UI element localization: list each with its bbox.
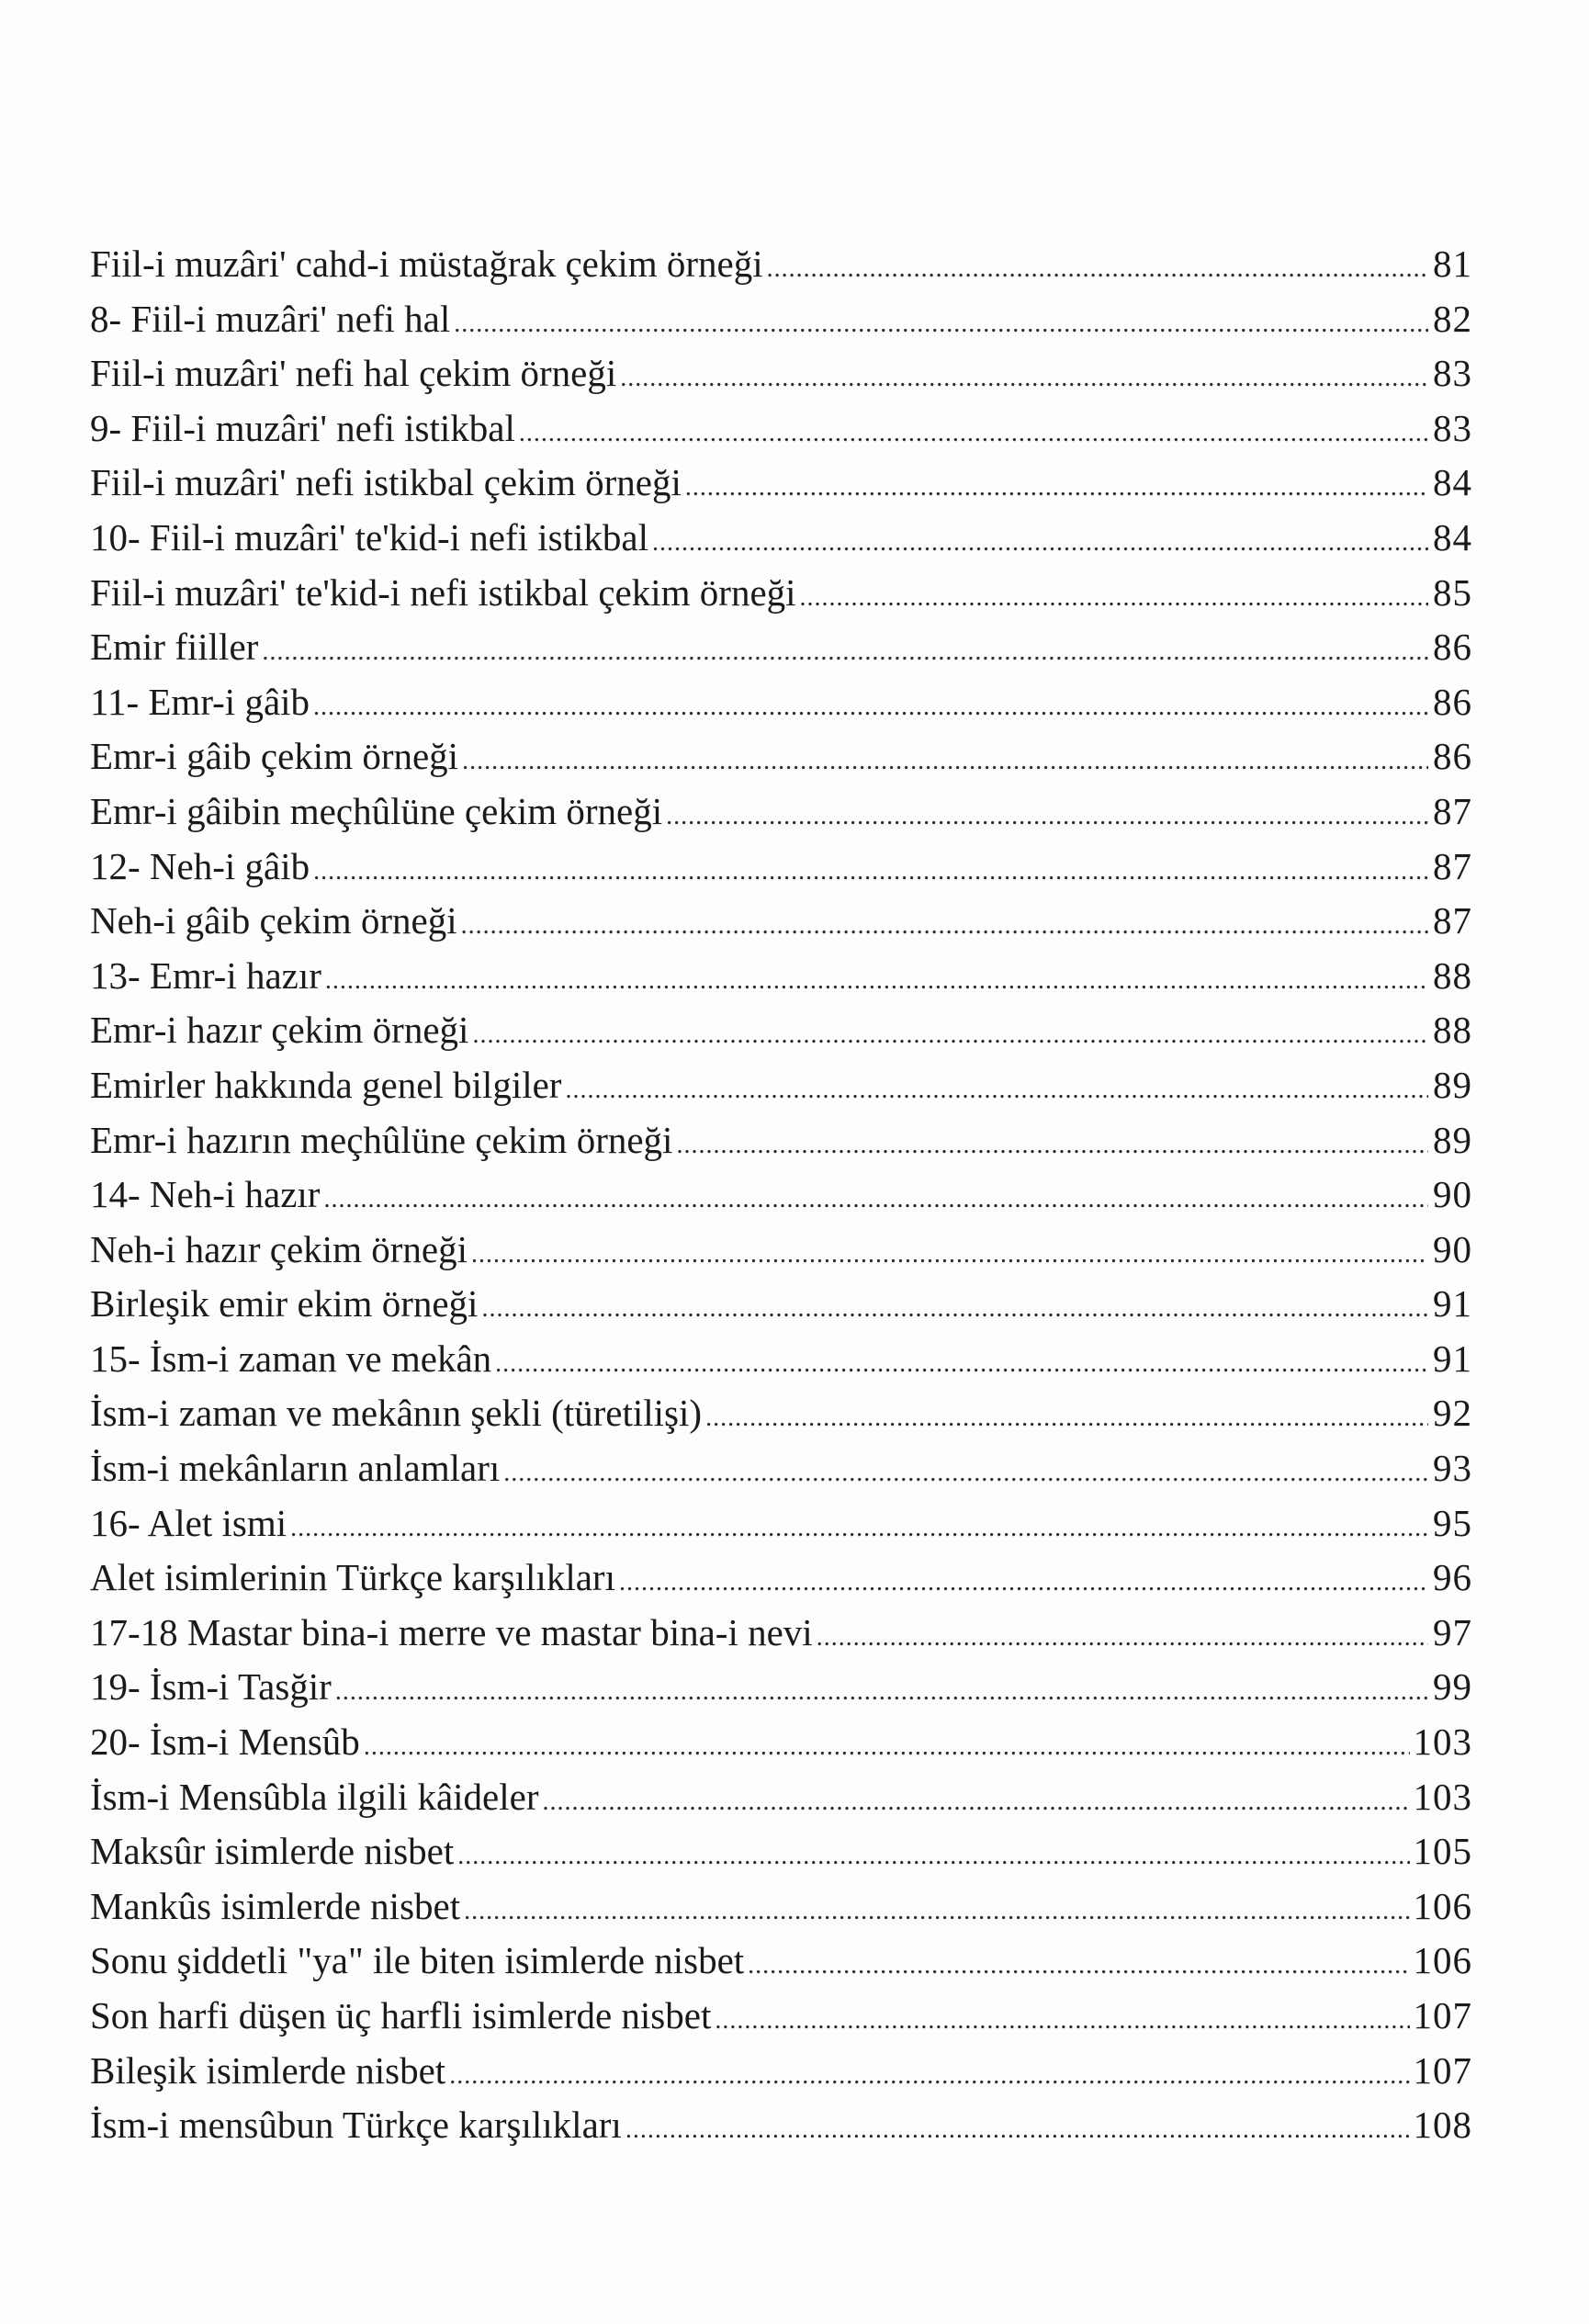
dot-leader bbox=[495, 1337, 1428, 1392]
dot-leader bbox=[685, 460, 1428, 515]
toc-entry-page-number: 91 bbox=[1433, 1337, 1472, 1380]
toc-entry-title: İsm-i zaman ve mekânın şekli (türetilişi) bbox=[90, 1392, 703, 1435]
toc-entry-page-number: 106 bbox=[1413, 1939, 1472, 1982]
table-of-contents bbox=[90, 237, 1472, 2153]
toc-entry-title: Fiil-i muzâri' nefi istikbal çekim örneği bbox=[90, 461, 682, 504]
toc-entry-title: Emr-i gâibin meçhûlüne çekim örneği bbox=[90, 789, 663, 832]
toc-entry-title: Mankûs isimlerde nisbet bbox=[90, 1884, 461, 1927]
dot-leader bbox=[620, 351, 1428, 406]
toc-entry bbox=[90, 456, 1472, 511]
dot-leader bbox=[503, 1446, 1428, 1501]
toc-entry bbox=[90, 1824, 1472, 1879]
toc-entry-page-number: 96 bbox=[1433, 1556, 1472, 1599]
toc-entry-page-number: 108 bbox=[1413, 2104, 1472, 2147]
dot-leader bbox=[767, 242, 1428, 297]
toc-entry-title: 8- Fiil-i muzâri' nefi hal bbox=[90, 297, 451, 340]
toc-entry-page-number: 93 bbox=[1433, 1447, 1472, 1490]
toc-entry bbox=[90, 894, 1472, 949]
toc-entry bbox=[90, 620, 1472, 675]
toc-entry-title: Alet isimlerinin Türkçe karşılıkları bbox=[90, 1556, 615, 1599]
toc-entry-title: Neh-i gâib çekim örneği bbox=[90, 899, 457, 942]
toc-entry bbox=[90, 237, 1472, 292]
toc-entry-page-number: 86 bbox=[1433, 735, 1472, 778]
toc-entry bbox=[90, 1168, 1472, 1223]
dot-leader bbox=[335, 1664, 1428, 1720]
toc-entry-page-number: 86 bbox=[1433, 680, 1472, 723]
dot-leader bbox=[817, 1610, 1428, 1665]
dot-leader bbox=[262, 625, 1428, 680]
toc-entry bbox=[90, 1441, 1472, 1496]
toc-entry-title: Emr-i hazırın meçhûlüne çekim örneği bbox=[90, 1118, 673, 1161]
toc-entry bbox=[90, 1223, 1472, 1278]
toc-entry-title: Emirler hakkında genel bilgiler bbox=[90, 1063, 562, 1106]
toc-entry bbox=[90, 2044, 1472, 2099]
toc-entry bbox=[90, 729, 1472, 784]
dot-leader bbox=[461, 898, 1428, 953]
toc-entry bbox=[90, 1277, 1472, 1332]
toc-entry-page-number: 97 bbox=[1433, 1610, 1472, 1653]
toc-entry-page-number: 103 bbox=[1413, 1775, 1472, 1818]
toc-entry-title: Son harfi düşen üç harfli isimlerde nisbet bbox=[90, 1994, 712, 2036]
toc-entry bbox=[90, 1332, 1472, 1387]
toc-entry bbox=[90, 840, 1472, 895]
toc-entry-title: 16- Alet ismi bbox=[90, 1501, 287, 1544]
dot-leader bbox=[705, 1391, 1428, 1446]
toc-entry bbox=[90, 1989, 1472, 2044]
toc-entry-title: İsm-i Mensûbla ilgili kâideler bbox=[90, 1775, 539, 1818]
toc-entry-page-number: 90 bbox=[1433, 1173, 1472, 1216]
toc-entry-title: 13- Emr-i hazır bbox=[90, 953, 321, 997]
toc-entry-page-number: 89 bbox=[1433, 1118, 1472, 1161]
dot-leader bbox=[748, 1938, 1409, 1993]
toc-entry-page-number: 84 bbox=[1433, 461, 1472, 504]
dot-leader bbox=[666, 789, 1428, 844]
toc-entry bbox=[90, 1058, 1472, 1113]
toc-entry bbox=[90, 1770, 1472, 1825]
toc-entry bbox=[90, 949, 1472, 1004]
dot-leader bbox=[313, 844, 1428, 899]
toc-entry-title: İsm-i mekânların anlamları bbox=[90, 1447, 501, 1490]
toc-entry-page-number: 92 bbox=[1433, 1392, 1472, 1435]
toc-entry-page-number: 83 bbox=[1433, 352, 1472, 395]
dot-leader bbox=[313, 680, 1428, 735]
dot-leader bbox=[457, 1829, 1409, 1884]
toc-entry-page-number: 83 bbox=[1433, 406, 1472, 449]
toc-entry bbox=[90, 1551, 1472, 1606]
toc-entry-title: Sonu şiddetli "ya" ile biten isimlerde nisbet bbox=[90, 1939, 745, 1982]
toc-entry-title: 17-18 Mastar bina-i merre ve mastar bina-i nevi bbox=[90, 1610, 813, 1653]
toc-entry-title: 9- Fiil-i muzâri' nefi istikbal bbox=[90, 406, 515, 449]
toc-entry bbox=[90, 1879, 1472, 1935]
toc-entry-title: Bileşik isimlerde nisbet bbox=[90, 2048, 446, 2092]
toc-entry-title: Neh-i hazır çekim örneği bbox=[90, 1227, 468, 1270]
toc-entry-page-number: 89 bbox=[1433, 1063, 1472, 1106]
toc-entry-page-number: 87 bbox=[1433, 789, 1472, 832]
toc-entry-page-number: 105 bbox=[1413, 1830, 1472, 1873]
toc-entry-title: 14- Neh-i hazır bbox=[90, 1173, 321, 1216]
toc-entry-title: Fiil-i muzâri' te'kid-i nefi istikbal çekim örneği bbox=[90, 570, 796, 614]
dot-leader bbox=[619, 1555, 1428, 1610]
toc-entry-title: Maksûr isimlerde nisbet bbox=[90, 1830, 455, 1873]
dot-leader bbox=[542, 1775, 1409, 1830]
toc-entry-title: 19- İsm-i Tasğir bbox=[90, 1665, 332, 1709]
toc-entry-page-number: 91 bbox=[1433, 1282, 1472, 1326]
toc-entry bbox=[90, 2098, 1472, 2153]
dot-leader bbox=[519, 406, 1428, 461]
dot-leader bbox=[454, 297, 1428, 352]
dot-leader bbox=[364, 1720, 1410, 1775]
dot-leader bbox=[800, 570, 1428, 626]
toc-entry-title: Emir fiiller bbox=[90, 626, 259, 669]
dot-leader bbox=[449, 2048, 1409, 2104]
dot-leader bbox=[323, 1172, 1428, 1227]
toc-entry-title: Emr-i hazır çekim örneği bbox=[90, 1009, 469, 1052]
toc-entry-title: Birleşik emir ekim örneği bbox=[90, 1282, 479, 1326]
toc-entry-title: 15- İsm-i zaman ve mekân bbox=[90, 1337, 492, 1380]
toc-entry-page-number: 99 bbox=[1433, 1665, 1472, 1709]
toc-entry-page-number: 95 bbox=[1433, 1501, 1472, 1544]
toc-entry-title: 12- Neh-i gâib bbox=[90, 844, 310, 887]
toc-entry bbox=[90, 1003, 1472, 1058]
toc-entry bbox=[90, 292, 1472, 347]
toc-entry-title: Emr-i gâib çekim örneği bbox=[90, 735, 459, 778]
toc-entry-page-number: 107 bbox=[1413, 2048, 1472, 2092]
toc-entry bbox=[90, 1934, 1472, 1989]
dot-leader bbox=[462, 734, 1428, 789]
dot-leader bbox=[471, 1227, 1428, 1282]
toc-entry bbox=[90, 346, 1472, 401]
toc-entry-page-number: 82 bbox=[1433, 297, 1472, 340]
toc-entry bbox=[90, 1113, 1472, 1168]
toc-entry bbox=[90, 566, 1472, 621]
toc-entry-title: 11- Emr-i gâib bbox=[90, 680, 310, 723]
dot-leader bbox=[676, 1118, 1428, 1173]
toc-entry-page-number: 86 bbox=[1433, 626, 1472, 669]
toc-entry bbox=[90, 401, 1472, 457]
dot-leader bbox=[625, 2103, 1410, 2158]
toc-entry bbox=[90, 1386, 1472, 1441]
toc-entry-page-number: 90 bbox=[1433, 1227, 1472, 1270]
dot-leader bbox=[715, 1993, 1409, 2048]
toc-entry bbox=[90, 1660, 1472, 1715]
toc-entry-title: İsm-i mensûbun Türkçe karşılıkları bbox=[90, 2104, 622, 2147]
toc-entry bbox=[90, 1715, 1472, 1770]
toc-entry bbox=[90, 1606, 1472, 1661]
toc-entry-title: Fiil-i muzâri' nefi hal çekim örneği bbox=[90, 352, 617, 395]
toc-entry-page-number: 107 bbox=[1413, 1994, 1472, 2036]
dot-leader bbox=[290, 1501, 1428, 1556]
dot-leader bbox=[565, 1063, 1428, 1118]
toc-entry-title: 20- İsm-i Mensûb bbox=[90, 1720, 360, 1764]
toc-entry-page-number: 85 bbox=[1433, 570, 1472, 614]
toc-entry-page-number: 88 bbox=[1433, 1009, 1472, 1052]
dot-leader bbox=[652, 515, 1428, 570]
dot-leader bbox=[325, 953, 1428, 1009]
toc-entry bbox=[90, 675, 1472, 730]
toc-entry-title: 10- Fiil-i muzâri' te'kid-i nefi istikbal bbox=[90, 515, 649, 558]
toc-entry bbox=[90, 784, 1472, 840]
dot-leader bbox=[472, 1008, 1428, 1063]
toc-entry-page-number: 106 bbox=[1413, 1884, 1472, 1927]
toc-entry-page-number: 81 bbox=[1433, 243, 1472, 285]
dot-leader bbox=[464, 1884, 1409, 1939]
toc-entry bbox=[90, 1496, 1472, 1551]
dot-leader bbox=[481, 1281, 1428, 1337]
toc-entry-page-number: 88 bbox=[1433, 953, 1472, 997]
toc-entry-page-number: 87 bbox=[1433, 899, 1472, 942]
toc-entry-page-number: 103 bbox=[1413, 1720, 1472, 1764]
toc-entry-page-number: 84 bbox=[1433, 515, 1472, 558]
toc-entry bbox=[90, 511, 1472, 566]
toc-entry-page-number: 87 bbox=[1433, 844, 1472, 887]
toc-entry-title: Fiil-i muzâri' cahd-i müstağrak çekim örneği bbox=[90, 243, 763, 285]
